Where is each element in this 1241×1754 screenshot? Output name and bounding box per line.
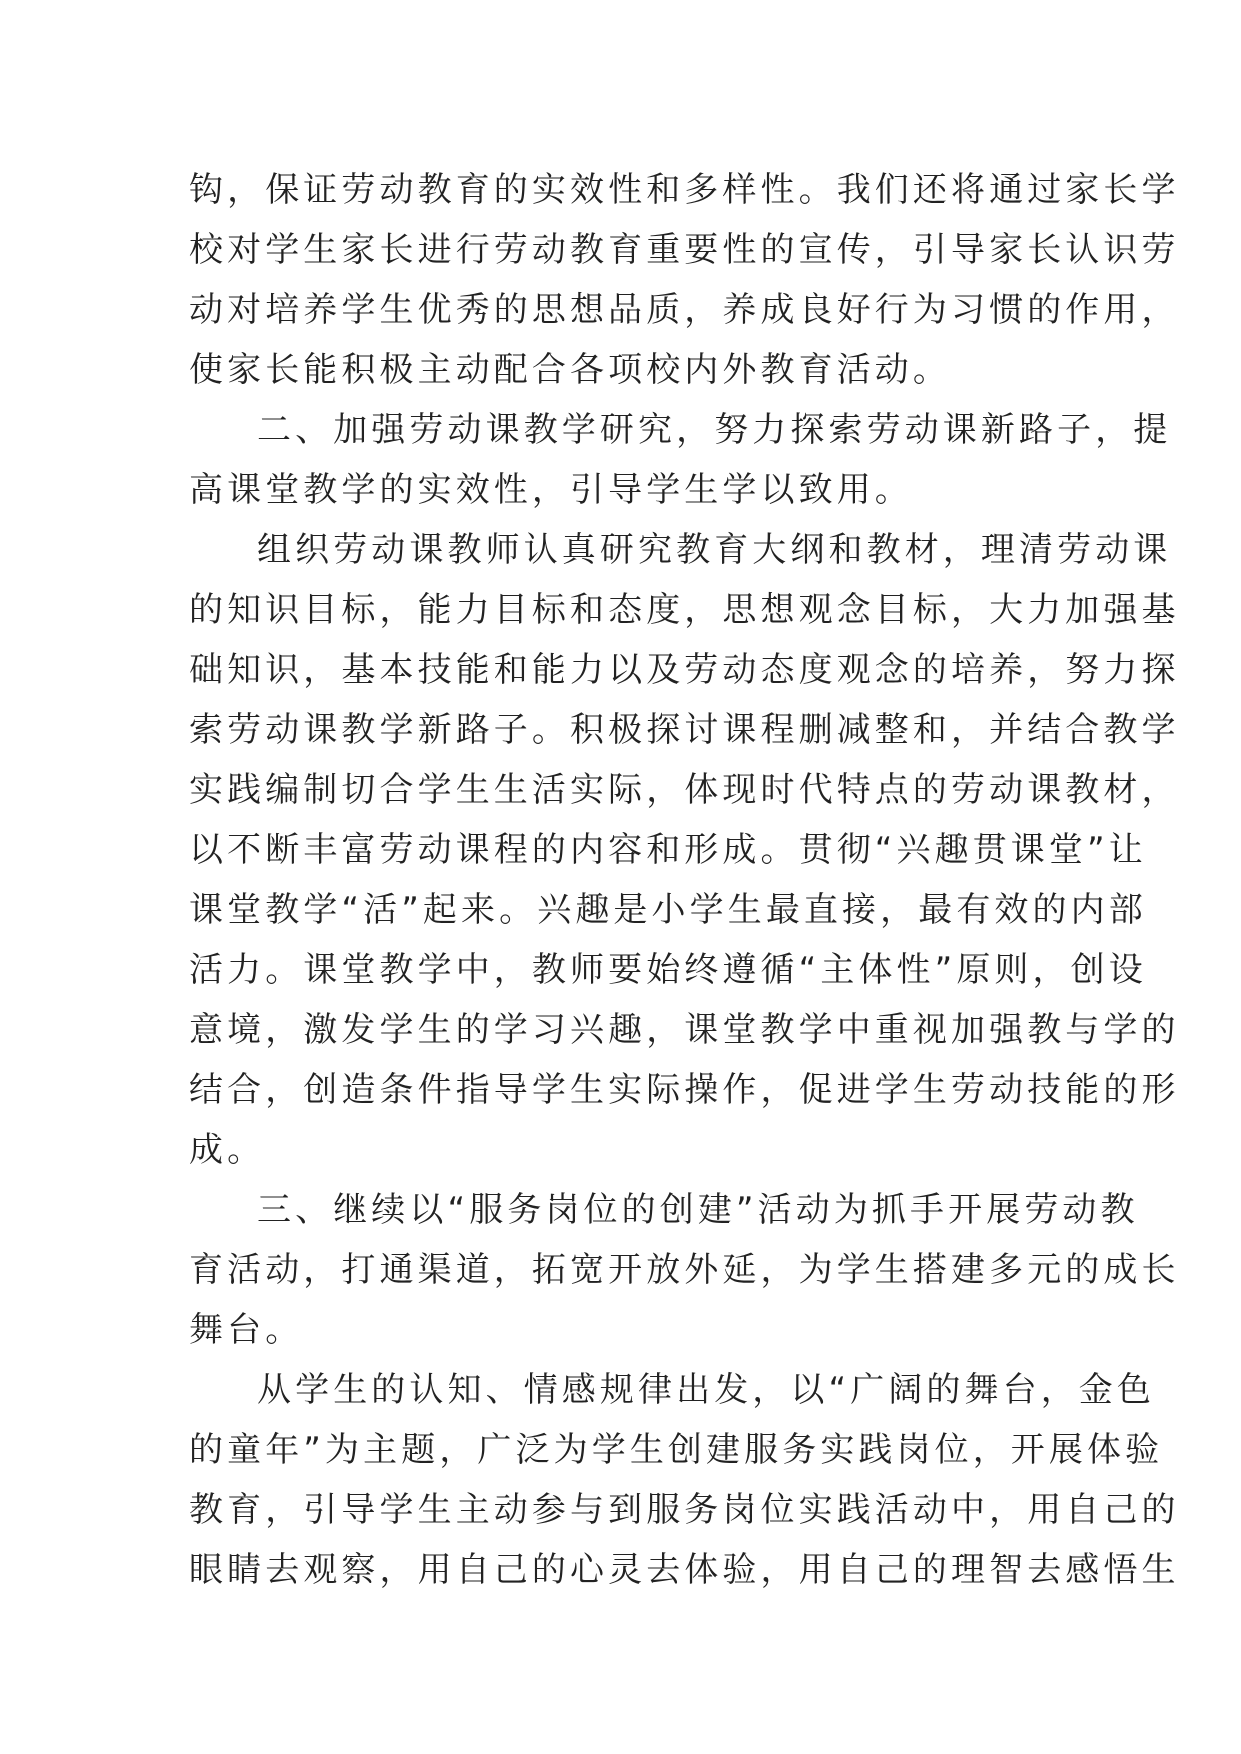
section-heading-line: 育活动，打通渠道，拓宽开放外延，为学生搭建多元的成长 [189, 1250, 1180, 1290]
text-line: 础知识，基本技能和能力以及劳动态度观念的培养，努力探 [189, 650, 1180, 690]
section-heading-line: 高课堂教学的实效性，引导学生学以致用。 [189, 470, 913, 510]
text-line: 实践编制切合学生生活实际，体现时代特点的劳动课教材， [189, 770, 1180, 810]
text-line: 的知识目标，能力目标和态度，思想观念目标，大力加强基 [189, 590, 1180, 630]
text-line: 意境，激发学生的学习兴趣，课堂教学中重视加强教与学的 [189, 1010, 1180, 1050]
text-line: 眼睛去观察，用自己的心灵去体验，用自己的理智去感悟生 [189, 1550, 1180, 1590]
text-line: 从学生的认知、情感规律出发，以“广阔的舞台，金色 [257, 1370, 1156, 1410]
section-heading-line: 舞台。 [189, 1310, 304, 1350]
section-heading-line: 二、加强劳动课教学研究，努力探索劳动课新路子，提 [257, 410, 1172, 450]
text-line: 结合，创造条件指导学生实际操作，促进学生劳动技能的形 [189, 1070, 1180, 1110]
text-line: 教育，引导学生主动参与到服务岗位实践活动中，用自己的 [189, 1490, 1180, 1530]
text-line: 索劳动课教学新路子。积极探讨课程删减整和，并结合教学 [189, 710, 1180, 750]
text-line: 课堂教学“活”起来。兴趣是小学生最直接，最有效的内部 [189, 890, 1147, 930]
section-heading-line: 三、继续以“服务岗位的创建”活动为抓手开展劳动教 [257, 1190, 1139, 1230]
text-line: 成。 [189, 1130, 266, 1170]
text-line: 动对培养学生优秀的思想品质，养成良好行为习惯的作用， [189, 290, 1180, 330]
text-line: 的童年”为主题，广泛为学生创建服务实践岗位，开展体验 [189, 1430, 1164, 1470]
text-line: 组织劳动课教师认真研究教育大纲和教材，理清劳动课 [257, 530, 1172, 570]
text-line: 钩，保证劳动教育的实效性和多样性。我们还将通过家长学 [189, 170, 1180, 210]
text-line: 校对学生家长进行劳动教育重要性的宣传，引导家长认识劳 [189, 230, 1180, 270]
text-line: 使家长能积极主动配合各项校内外教育活动。 [189, 350, 951, 390]
text-line: 活力。课堂教学中，教师要始终遵循“主体性”原则，创设 [189, 950, 1147, 990]
text-line: 以不断丰富劳动课程的内容和形成。贯彻“兴趣贯课堂”让 [189, 830, 1147, 870]
body-text [189, 160, 1180, 1600]
